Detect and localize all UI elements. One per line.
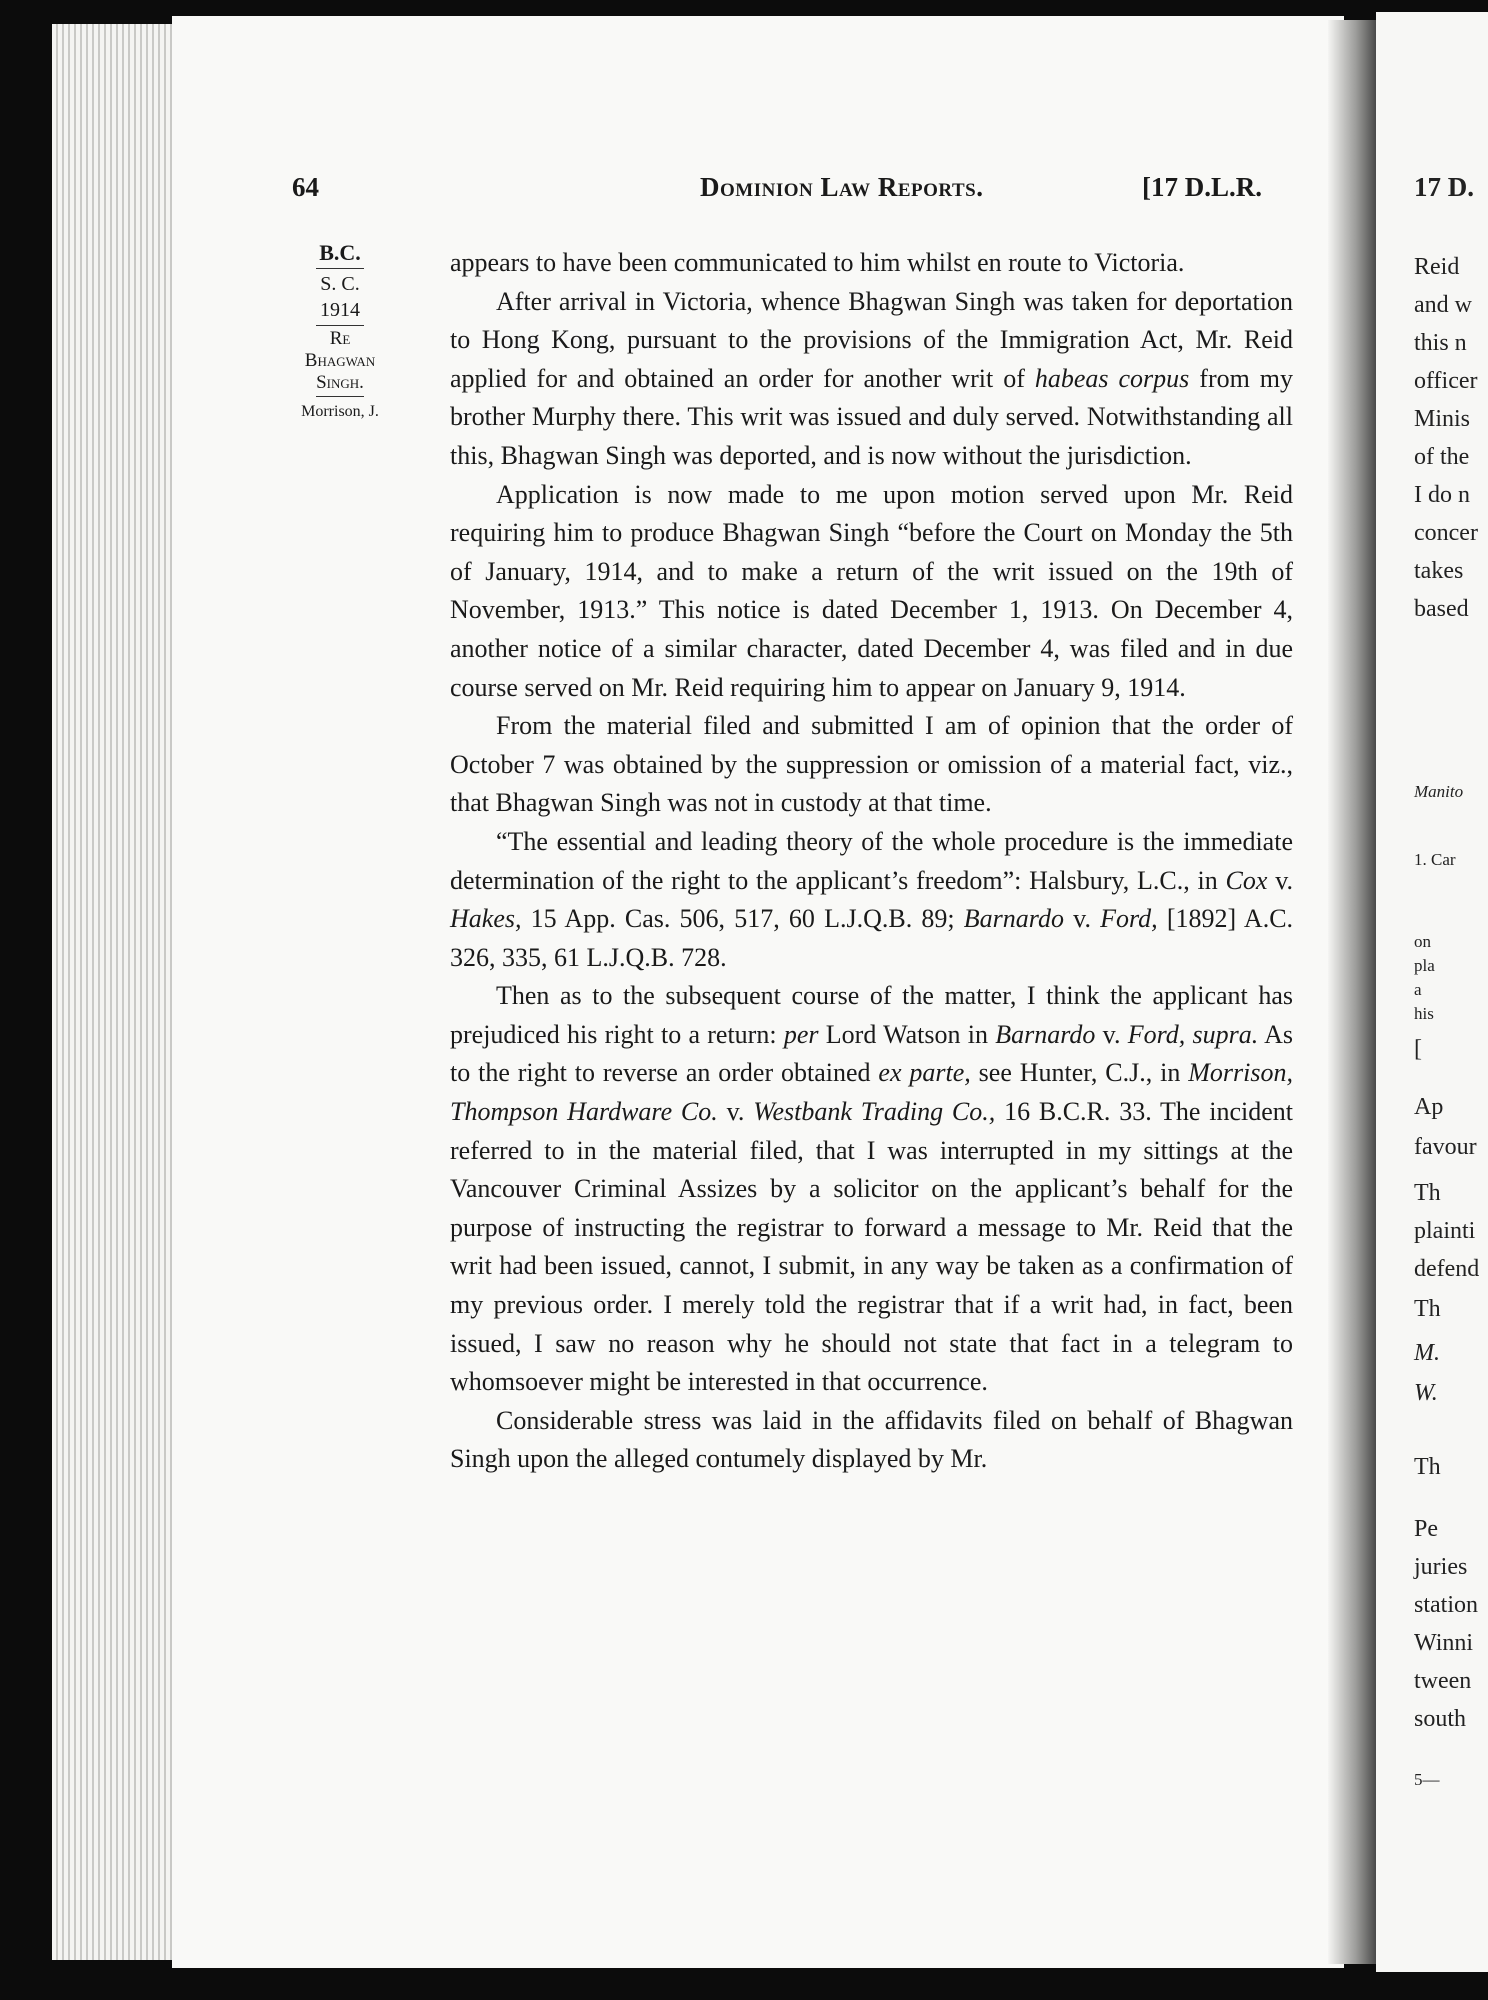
next-page-line: Ap bbox=[1414, 1094, 1444, 1120]
next-page-line: Manito bbox=[1414, 782, 1464, 801]
margin-judge: Morrison, J. bbox=[301, 403, 379, 420]
next-page-line: pla bbox=[1414, 956, 1435, 975]
next-page-line: based bbox=[1414, 596, 1469, 622]
next-page-line: favour bbox=[1414, 1134, 1477, 1160]
margin-case-line-2: Bhagwan bbox=[304, 350, 376, 371]
next-page-line: south bbox=[1414, 1706, 1467, 1732]
body-text bbox=[450, 244, 1293, 1479]
next-page-line: 5— bbox=[1414, 1770, 1440, 1789]
next-page-line: officer bbox=[1414, 368, 1478, 394]
next-page-line: 1. Car bbox=[1414, 850, 1456, 869]
page-number: 64 bbox=[292, 172, 319, 202]
next-page-line: takes bbox=[1414, 558, 1464, 584]
next-page-line: and w bbox=[1414, 292, 1472, 318]
spine-shadow bbox=[1328, 20, 1380, 1964]
next-page-line: [ bbox=[1414, 1036, 1422, 1062]
volume-reference: [17 D.L.R. bbox=[1142, 172, 1262, 202]
margin-divider bbox=[316, 396, 364, 397]
margin-court: S. C. bbox=[320, 273, 360, 295]
next-page-line: M. bbox=[1414, 1340, 1440, 1366]
next-page-line: on bbox=[1414, 932, 1431, 951]
margin-case-line-1: Re bbox=[329, 328, 351, 349]
running-title: Dominion Law Reports. bbox=[700, 172, 984, 202]
margin-province: B.C. bbox=[319, 240, 361, 265]
next-page-line: Minis bbox=[1414, 406, 1471, 432]
next-page-line: Pe bbox=[1414, 1516, 1438, 1542]
next-page-line: Reid bbox=[1414, 254, 1460, 280]
next-page-line: tween bbox=[1414, 1668, 1472, 1694]
margin-year: 1914 bbox=[320, 299, 360, 321]
next-page-line: defend bbox=[1414, 1256, 1480, 1282]
next-page-line: station bbox=[1414, 1592, 1478, 1618]
next-page-line: this n bbox=[1414, 330, 1467, 356]
next-page-line: I do n bbox=[1414, 482, 1470, 508]
next-page-line: juries bbox=[1414, 1554, 1468, 1580]
margin-case-line-3: Singh. bbox=[316, 372, 364, 393]
margin-note bbox=[270, 240, 410, 425]
page-edge-stripes bbox=[52, 24, 174, 1960]
paragraph-7: Considerable stress was laid in the affidavits filed on behalf of Bhagwan Singh upon the alleged contumely displayed by Mr. bbox=[450, 1405, 1293, 1474]
next-page-line: Th bbox=[1414, 1180, 1441, 1206]
next-page-line: his bbox=[1414, 1004, 1434, 1023]
paragraph-2: After arrival in Victoria, whence Bhagwan Singh was taken for deportation to Hong Kong, pursuant to the provisions of the Immigration Act, Mr. Reid applied for and obtained an order for another writ of habeas corpus from my brother Murphy there. This writ was issued and duly served. Notwithstanding all this, Bhagwan Singh was deported, and is now without the jurisdiction. bbox=[450, 286, 1294, 470]
margin-divider bbox=[316, 268, 364, 269]
next-page-line: concer bbox=[1414, 520, 1478, 546]
next-page-line: Th bbox=[1414, 1296, 1441, 1322]
next-page-line: Winni bbox=[1414, 1630, 1474, 1656]
next-page-line: W. bbox=[1414, 1380, 1438, 1406]
next-page-line: a bbox=[1414, 980, 1422, 999]
next-page-line: plainti bbox=[1414, 1218, 1476, 1244]
margin-divider bbox=[316, 325, 364, 326]
paragraph-4: From the material filed and submitted I am of opinion that the order of October 7 was obtained by the suppression or omission of a material fact, viz., that Bhagwan Singh was not in custody at that time. bbox=[450, 711, 1293, 818]
paragraph-1: appears to have been communicated to him whilst en route to Victoria. bbox=[450, 248, 1185, 277]
next-page-line: of the bbox=[1414, 444, 1470, 470]
paragraph-3: Application is now made to me upon motion served upon Mr. Reid requiring him to produce Bhagwan Singh “before the Court on Monday the 5th of January, 1914, and to make a return of the writ issued on the 19th of November, 1913.” This notice is dated December 1, 1913. On December 4, another notice of a similar character, dated December 4, was filed and in due course served on Mr. Reid requiring him to appear on January 9, 1914. bbox=[450, 479, 1293, 702]
paragraph-6: Then as to the subsequent course of the matter, I think the applicant has prejudiced his right to a return: per Lord Watson in Barnardo v. Ford, supra. As to the right to reverse an order obtained ex parte, see Hunter, C.J., in Morrison, Thompson Hardware Co. v. Westbank Trading Co., 16 B.C.R. 33. The incident referred to in the material filed, that I was interrupted in my sittings at the Vancouver Criminal Assizes by a solicitor on the applicant’s behalf for the purpose of instructing the registrar to forward a message to Mr. Reid that the writ had been issued, cannot, I submit, in any way be taken as a confirmation of my previous order. I merely told the registrar that if a writ had, in fact, been issued, I saw no reason why he should not state that fact in a telegram to whomsoever might be interested in that occurrence. bbox=[450, 981, 1294, 1397]
next-page-header: 17 D. bbox=[1414, 172, 1474, 202]
paragraph-5: “The essential and leading theory of the whole procedure is the immediate determination of the right to the applicant’s freedom”: Halsbury, L.C., in Cox v. Hakes, 15 App. Cas. 506, 517, 60 L.J.Q.B. 89; Barnardo v. Ford, [1892] A.C. 326, 335, 61 L.J.Q.B. 728. bbox=[450, 826, 1294, 972]
next-page-line: Th bbox=[1414, 1454, 1441, 1480]
